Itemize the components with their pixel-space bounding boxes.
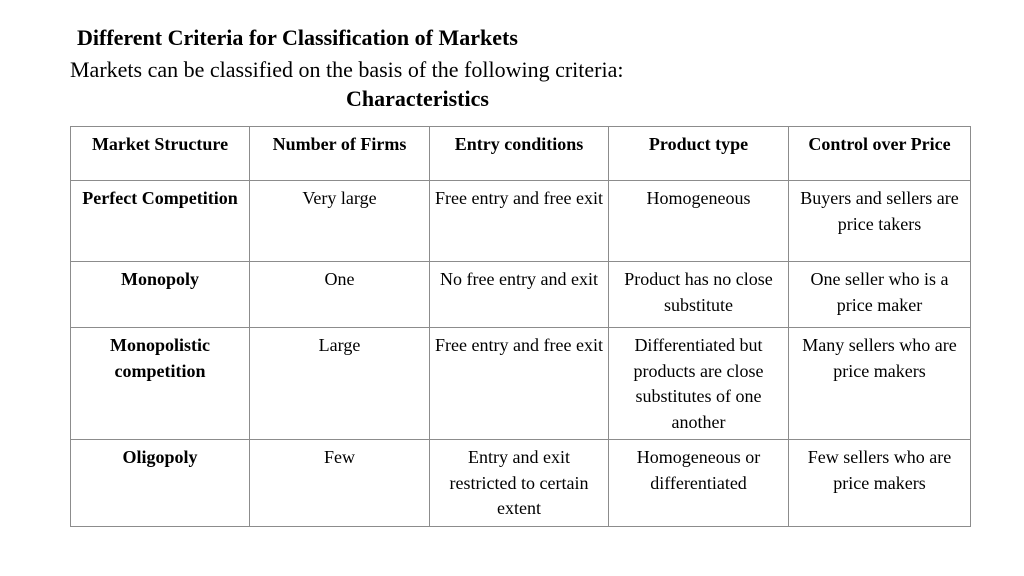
cell-market-structure: Oligopoly <box>71 440 250 527</box>
cell-number-of-firms: Very large <box>250 181 430 262</box>
market-classification-table <box>70 126 971 527</box>
cell-product-type: Differentiated but products are close substitutes of one another <box>609 328 789 440</box>
cell-entry-conditions: No free entry and exit <box>430 262 609 328</box>
header-control-over-price: Control over Price <box>789 127 971 181</box>
cell-product-type: Product has no close substitute <box>609 262 789 328</box>
slide-title: Different Criteria for Classification of Markets <box>77 25 518 50</box>
cell-entry-conditions: Free entry and free exit <box>430 181 609 262</box>
table-row <box>71 181 971 262</box>
header-entry-conditions: Entry conditions <box>430 127 609 181</box>
table-row <box>71 262 971 328</box>
header-market-structure: Market Structure <box>71 127 250 181</box>
cell-market-structure: Monopolistic competition <box>71 328 250 440</box>
cell-market-structure: Perfect Competition <box>71 181 250 262</box>
slide-subtitle: Markets can be classified on the basis of the following criteria: <box>70 57 624 82</box>
cell-product-type: Homogeneous or differentiated <box>609 440 789 527</box>
header-number-of-firms: Number of Firms <box>250 127 430 181</box>
table-row <box>71 440 971 527</box>
cell-number-of-firms: Large <box>250 328 430 440</box>
cell-control-over-price: Few sellers who are price makers <box>789 440 971 527</box>
characteristics-heading: Characteristics <box>346 86 489 111</box>
cell-number-of-firms: Few <box>250 440 430 527</box>
cell-entry-conditions: Free entry and free exit <box>430 328 609 440</box>
cell-number-of-firms: One <box>250 262 430 328</box>
table-row <box>71 328 971 440</box>
cell-control-over-price: One seller who is a price maker <box>789 262 971 328</box>
cell-entry-conditions: Entry and exit restricted to certain extent <box>430 440 609 527</box>
table-header-row <box>71 127 971 181</box>
cell-control-over-price: Many sellers who are price makers <box>789 328 971 440</box>
header-product-type: Product type <box>609 127 789 181</box>
cell-market-structure: Monopoly <box>71 262 250 328</box>
cell-product-type: Homogeneous <box>609 181 789 262</box>
cell-control-over-price: Buyers and sellers are price takers <box>789 181 971 262</box>
